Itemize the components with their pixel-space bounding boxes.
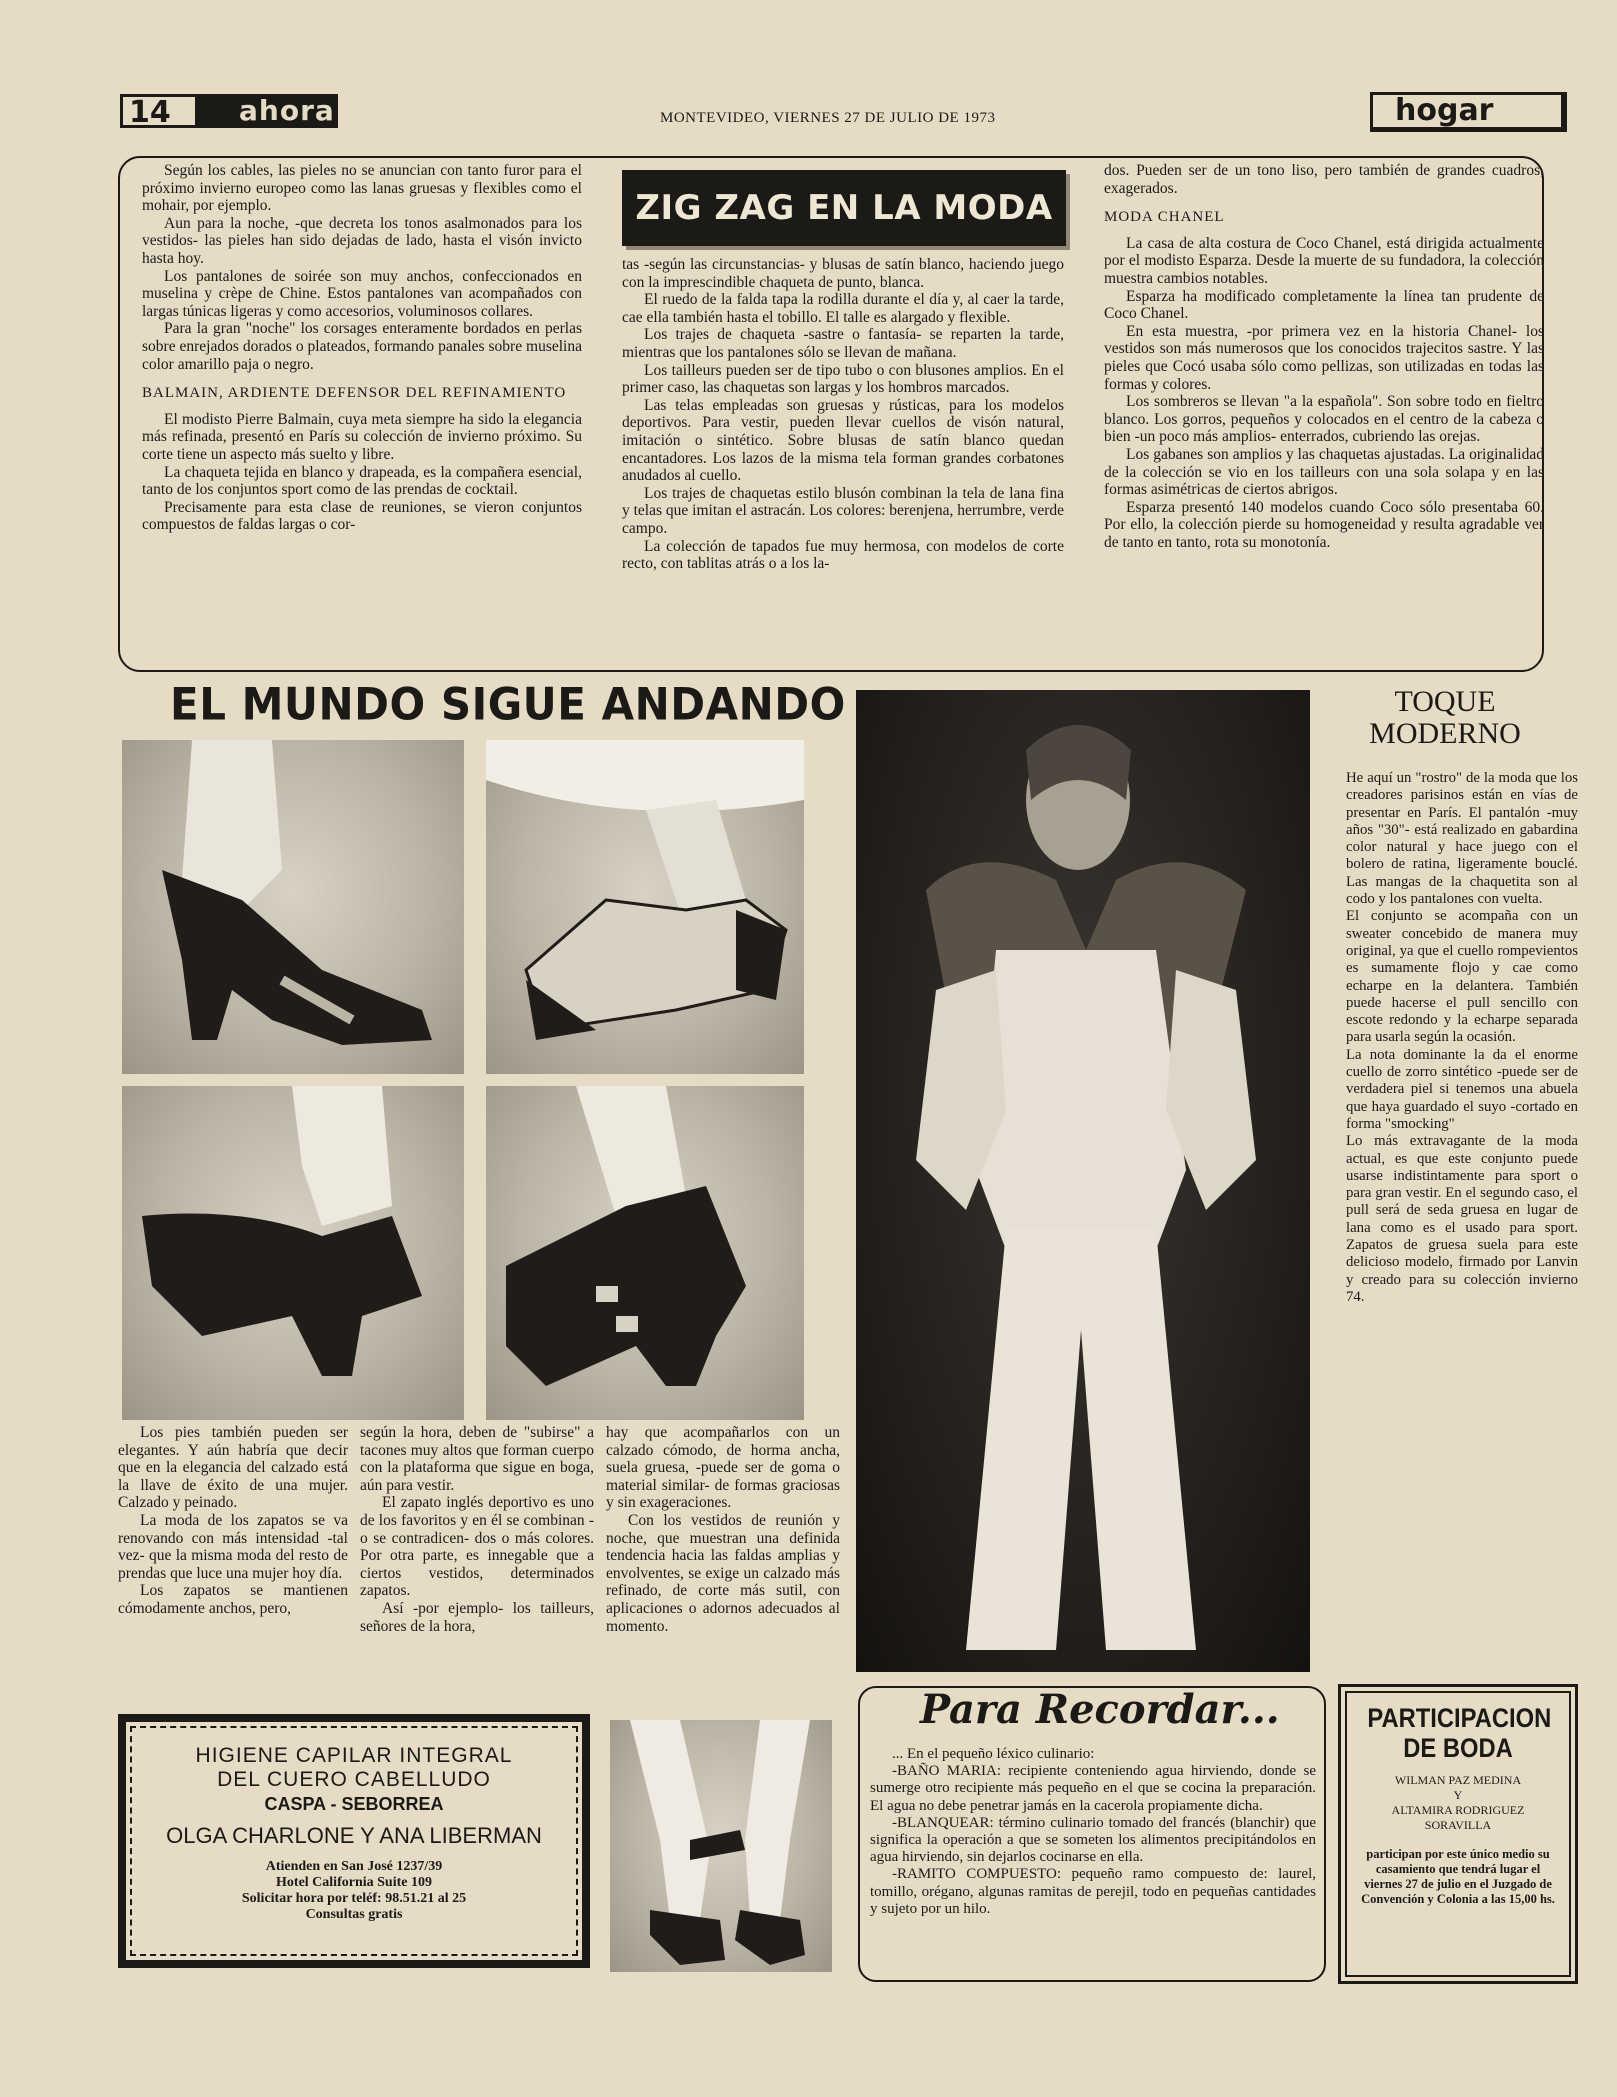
toque-title-line1: TOQUE	[1394, 685, 1496, 718]
mundo-column-1	[118, 1424, 348, 1684]
shoe-photo-2	[486, 740, 804, 1074]
zigzag-paragraph: El modisto Pierre Balmain, cuya meta siempre ha sido la elegancia más refinada, presentó en París su colección de invierno próximo. Su corte tiene un aspecto más suelto y libre.	[142, 410, 582, 463]
balmain-subhead: BALMAIN, ARDIENTE DEFENSOR DEL REFINAMIENTO	[142, 385, 567, 402]
page-number-box	[120, 94, 198, 128]
recordar-item: -BLANQUEAR: término culinario tomado del francés (blanchir) que significa la operación a que se someten los alimentos precipitándolos en agua hirviendo, sin dejarlos cocinarse en ella.	[870, 1814, 1316, 1866]
zigzag-paragraph: La colección de tapados fue muy hermosa, con modelos de corte recto, con tablitas atrás o a los la-	[622, 537, 1064, 573]
ad-line-6: Hotel California Suite 109	[276, 1875, 432, 1890]
wedding-title-line2: DE BODA	[1403, 1733, 1513, 1763]
zigzag-paragraph: Los trajes de chaquetas estilo blusón combinan la tela de lana fina y telas que imitan el astracán. Los colores: berenjena, herrumbre, verde campo.	[622, 484, 1064, 537]
ad-line-1: HIGIENE CAPILAR INTEGRAL	[195, 1744, 513, 1767]
zigzag-column-2	[622, 256, 1064, 668]
zigzag-paragraph: Esparza presentó 140 modelos cuando Coco sólo presentaba 60. Por ello, la colección pierde su homogeneidad y resulta agradable ver de tanto en tanto, rota su monotonía.	[1104, 498, 1544, 551]
mundo-column-2	[360, 1424, 594, 1684]
zigzag-column-3	[1104, 162, 1544, 667]
recordar-intro: ... En el pequeño léxico culinario:	[892, 1746, 1095, 1762]
zigzag-paragraph: Según los cables, las pieles no se anuncian con tanto furor para el próximo invierno europeo como las lanas gruesas y flexibles como el mohair, por ejemplo.	[142, 162, 582, 215]
zigzag-paragraph: Los sombreros se llevan "a la española". Son sobre todo en fieltro blanco. Los gorros, pequeños y colocados en el centro de la cabeza o bien -un poco más amplios- enterrados, cubriendo las orejas.	[1104, 393, 1544, 446]
mundo-paragraph: Los zapatos se mantienen cómodamente anchos, pero,	[118, 1582, 348, 1617]
zigzag-paragraph: En esta muestra, -por primera vez en la historia Chanel- los vestidos son más numerosos que los conocidos trajecitos sastre. Y las pieles que Cocó usaba sólo como pellizas, son utilizadas en todas las formas y colores.	[1104, 322, 1544, 393]
hair-care-ad	[118, 1714, 590, 1968]
mundo-paragraph: La moda de los zapatos se va renovando con más intensidad -tal vez- que la misma moda del resto de prendas que luce una mujer hoy día.	[118, 1511, 348, 1582]
shoe-photo-3	[122, 1086, 464, 1420]
wedding-announcement	[1338, 1684, 1578, 1984]
fashion-model-photo	[856, 690, 1310, 1672]
zigzag-paragraph: Aun para la noche, -que decreta los tonos asalmonados para los vestidos- las pieles han sido dejadas de lado, hasta el visón invicto hasta hoy.	[142, 214, 582, 267]
dateline: MONTEVIDEO, VIERNES 27 DE JULIO DE 1973	[660, 110, 996, 126]
zigzag-title-banner	[622, 170, 1066, 246]
toque-column	[1346, 770, 1578, 1680]
zigzag-paragraph: dos. Pueden ser de un tono liso, pero también de grandes cuadros, exagerados.	[1104, 162, 1544, 197]
wedding-and: Y	[1453, 1788, 1463, 1802]
zigzag-paragraph: La casa de alta costura de Coco Chanel, está dirigida actualmente por el modisto Esparza. Desde la muerte de su fundadora, la colección muestra cambios notables.	[1104, 234, 1544, 287]
page-header	[120, 92, 1570, 134]
wedding-text: participan por este único medio su casamiento que tendrá lugar el viernes 27 de julio en el Juzgado de Convención y Colonia a las 15,00 hs.	[1361, 1847, 1555, 1906]
shoe-photo-1	[122, 740, 464, 1074]
toque-title-line2: MODERNO	[1369, 717, 1521, 750]
ad-line-5: Atienden en San José 1237/39	[265, 1859, 443, 1874]
zigzag-paragraph: Esparza ha modificado completamente la línea tan prudente de Coco Chanel.	[1104, 287, 1544, 323]
zigzag-paragraph: Para la gran "noche" los corsages enteramente bordados en perlas sobre enrejados dorados o plateados, formando panales sobre muselina color amarillo paja o negro.	[142, 320, 582, 373]
wedding-name-3: SORAVILLA	[1424, 1818, 1492, 1832]
shoe-photo-4	[486, 1086, 804, 1420]
mundo-paragraph: Con los vestidos de reunión y noche, que muestran una definida tendencia hacia las faldas amplias y envolventes, se exige un calzado más refinado, de corte más sutil, con aplicaciones o adornos adecuados al momento.	[606, 1511, 840, 1635]
ad-line-3: CASPA - SEBORREA	[264, 1794, 444, 1814]
zigzag-column-1	[142, 162, 582, 667]
ad-line-4: OLGA CHARLONE Y ANA LIBERMAN	[166, 1823, 542, 1848]
mundo-title: EL MUNDO SIGUE ANDANDO	[170, 678, 846, 731]
ad-line-8: Consultas gratis	[305, 1907, 403, 1922]
zigzag-paragraph: tas -según las circunstancias- y blusas de satín blanco, haciendo juego con la imprescindible chaqueta de punto, blanca.	[622, 256, 1064, 291]
mundo-paragraph: hay que acompañarlos con un calzado cómodo, de horma ancha, suela gruesa, -puede ser de goma o material similar- de formas graciosas y sin exageraciones.	[606, 1424, 840, 1512]
toque-paragraph: La nota dominante la da el enorme cuello de zorro sintético -puede ser de verdadera piel si tenemos una abuela que haya guardado el suyo -cortado en forma "smocking"	[1346, 1046, 1578, 1132]
brand-box	[198, 94, 338, 128]
wedding-inner-frame	[1345, 1691, 1571, 1977]
recordar-item: -RAMITO COMPUESTO: pequeño ramo compuesto de: laurel, tomillo, orégano, algunas ramitas de perejil, todo en pequeñas cantidades y sujeto por un hilo.	[870, 1866, 1316, 1917]
recordar-item: -BAÑO MARIA: recipiente conteniendo agua hirviendo, donde se sumerge otro recipiente más pequeño en el que se cocina la preparación. El agua no debe penetrar jamás en la cacerola propiamente dicha.	[870, 1763, 1316, 1814]
legs-shoes-photo	[610, 1720, 832, 1972]
zigzag-paragraph: Precisamente para esta clase de reuniones, se vieron conjuntos compuestos de faldas largas o cor-	[142, 498, 582, 534]
mundo-column-3	[606, 1424, 840, 1724]
chanel-subhead: MODA CHANEL	[1104, 209, 1225, 226]
mundo-paragraph: El zapato inglés deportivo es uno de los favoritos y en él se combinan -o se contradicen- dos o más colores. Por otra parte, es innegable que a ciertos vestidos, determinados zapatos.	[360, 1494, 594, 1600]
mundo-paragraph: Los pies también pueden ser elegantes. Y aún habría que decir que en la elegancia del calzado está la llave de éxito de una mujer. Calzado y peinado.	[118, 1424, 348, 1512]
section-name: hogar	[1395, 93, 1494, 128]
ad-line-2: DEL CUERO CABELLUDO	[217, 1768, 491, 1791]
zigzag-paragraph: Los gabanes son amplios y las chaquetas ajustadas. La originalidad de la colección se vio en los tailleurs con una sola solapa y en las formas asimétricas de ciertos abrigos.	[1104, 445, 1544, 499]
section-box	[1370, 92, 1567, 132]
mundo-paragraph: Así -por ejemplo- los tailleurs, señores de la hora,	[360, 1599, 594, 1635]
zigzag-paragraph: Los pantalones de soirée son muy anchos, confeccionados en muselina y crèpe de Chine. Estos pantalones van acompañados con largas túnicas ligeras y como accesorios, voluminosos collares.	[142, 267, 582, 320]
mundo-paragraph: según la hora, deben de "subirse" a tacones muy altos que forman cuerpo con la plataforma que sigue en boga, aún para vestir.	[360, 1424, 594, 1494]
toque-paragraph: He aquí un "rostro" de la moda que los creadores parisinos están en vías de presentar en París. El pantalón -muy años "30"- está realizado en gabardina color natural y hace juego con el bolero de ratina, ligeramente bouclé. Las mangas de la chaquetita son al codo y los pantalones con vuelta.	[1346, 770, 1578, 908]
zigzag-paragraph: La chaqueta tejida en blanco y drapeada, es la compañera esencial, tanto de los conjuntos sport como de las prendas de cocktail.	[142, 463, 582, 499]
zigzag-paragraph: Los tailleurs pueden ser de tipo tubo o con blusones amplios. En el primer caso, las chaquetas son largas y los hombros marcados.	[622, 361, 1064, 397]
zigzag-title: ZIG ZAG EN LA MODA	[635, 188, 1053, 228]
wedding-name-1: WILMAN PAZ MEDINA	[1394, 1773, 1522, 1787]
wedding-name-2: ALTAMIRA RODRIGUEZ	[1391, 1803, 1525, 1817]
zigzag-paragraph: Los trajes de chaqueta -sastre o fantasía- se reparten la tarde, mientras que los pantalones sólo se llevan de mañana.	[622, 326, 1064, 361]
toque-paragraph: El conjunto se acompaña con un sweater concebido de manera muy original, ya que el cuello rompevientos es sumamente flojo y cae como echarpe en la delantera. También puede hacerse el pull sencillo con escote redondo y la echarpe separada para usarla según la ocasión.	[1346, 908, 1578, 1046]
brand-name: ahora	[239, 94, 335, 127]
para-recordar-text	[870, 1746, 1316, 1980]
zigzag-paragraph: El ruedo de la falda tapa la rodilla durante el día y, al caer la tarde, cae ella también hasta el tobillo. El talle es alargado y flexible.	[622, 291, 1064, 326]
zigzag-paragraph: Las telas empleadas son gruesas y rústicas, para los modelos deportivos. Para vestir, pueden llevar cuellos de visón natural, imitación o sintético. Sobre blusas de satín blanco quedan encantadores. Los lazos de la misma tela forman grandes corbatones anudados al cuello.	[622, 396, 1064, 485]
wedding-title-line1: PARTICIPACION	[1367, 1703, 1552, 1733]
page-number: 14	[129, 95, 171, 130]
toque-paragraph: Lo más extravagante de la moda actual, es que este conjunto puede usarse indistintamente para sport o para gran vestir. En el segundo caso, el pull será de seda gruesa en lugar de lana como es el usado para sport. Zapatos de gruesa suela para este delicioso modelo, firmado por Lanvin y creado para su colección invierno 74.	[1346, 1133, 1578, 1305]
para-recordar-title: Para Recordar...	[920, 1686, 1280, 1733]
ad-line-7: Solicitar hora por teléf: 98.51.21 al 25	[241, 1891, 467, 1906]
toque-title	[1330, 686, 1560, 750]
